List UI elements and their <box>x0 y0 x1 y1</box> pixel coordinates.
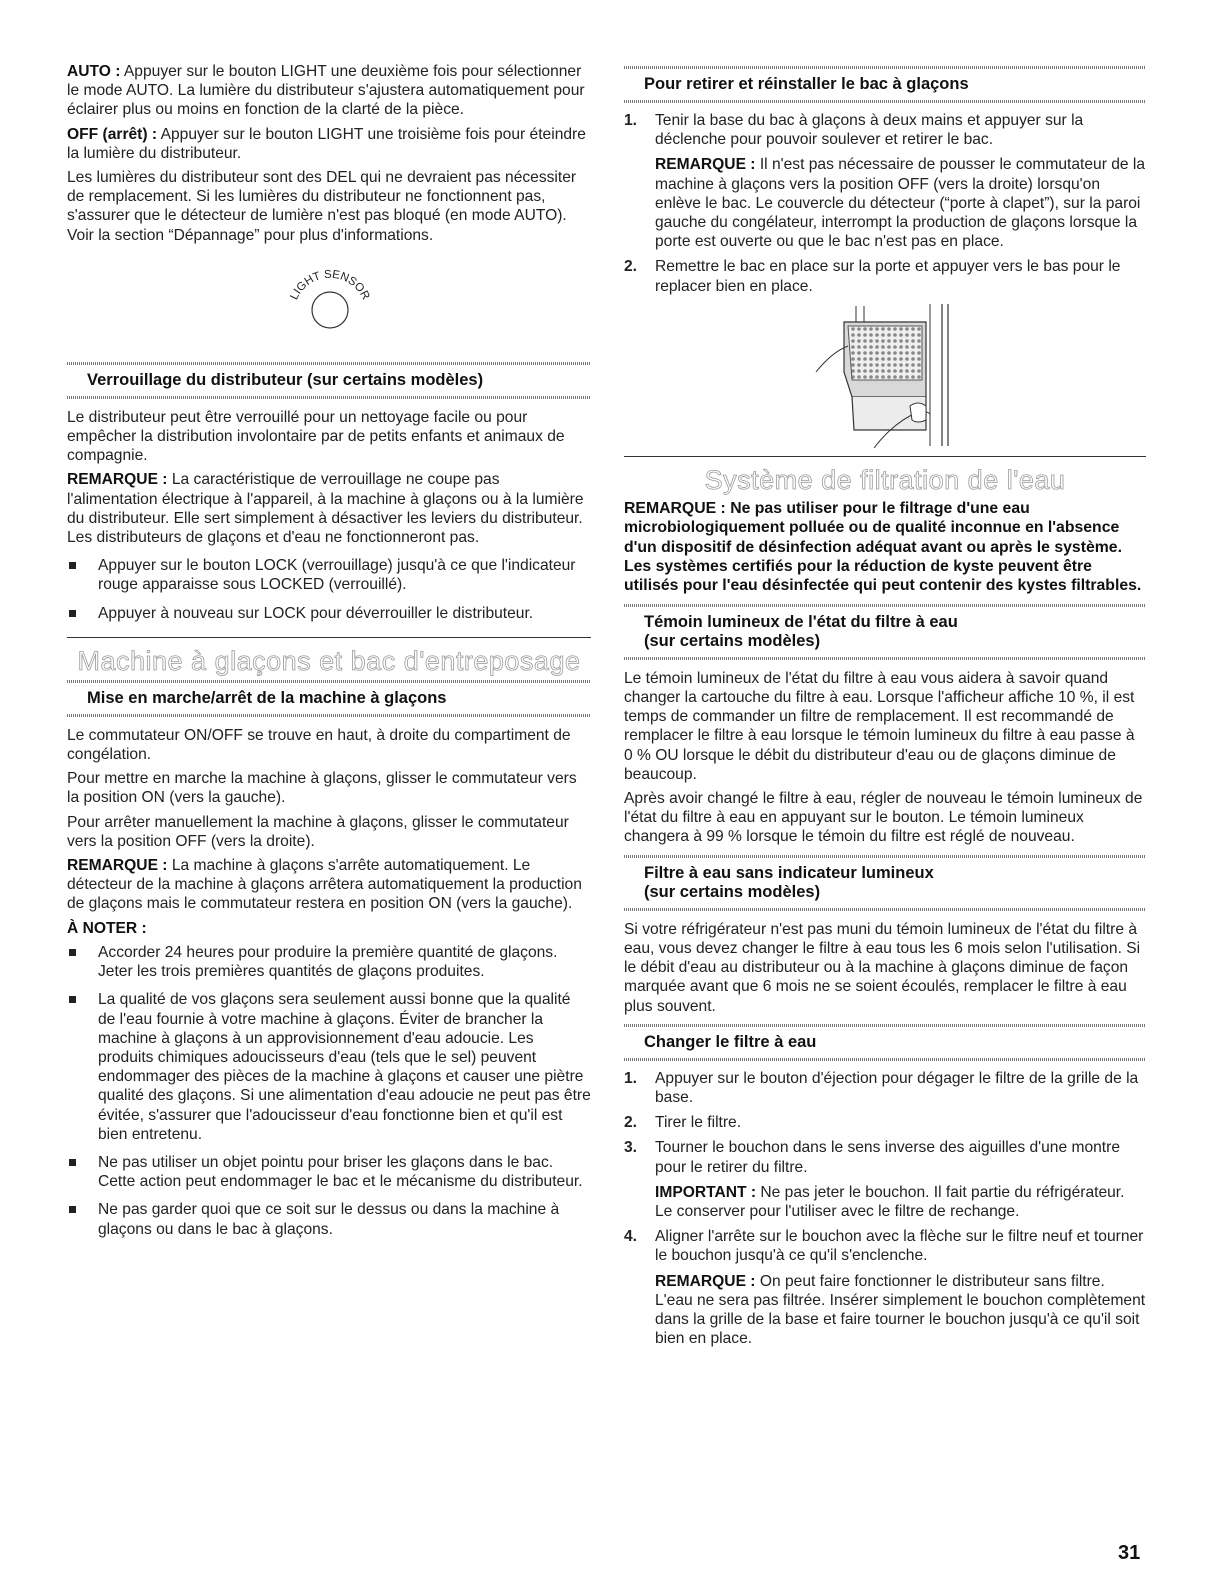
list-item: La qualité de vos glaçons sera seulement aussi bonne que la qualité de l'eau fournie à votre machine à glaçons. Éviter de brancher la machine à glaçons à un approvisionnement d'eau adoucie. Les produits chimiques adoucisseurs d'eau (tels que le sel) peuvent endommager des pièces de la machine à glaçons et causer une piètre qualité des glaçons. Si une alimentation d'eau adoucie ne peut pas être évitée, s'assurer que l'adoucisseur d'eau fonctionne bien et qu'il est bien entretenu. <box>67 990 591 1144</box>
a-noter-label: À NOTER : <box>67 919 147 937</box>
list-item: Ne pas garder quoi que ce soit sur le dessus ou dans la machine à glaçons ou dans le bac à glaçons. <box>67 1200 591 1238</box>
ice-note: REMARQUE : La machine à glaçons s'arrête automatiquement. Le détecteur de la machine à glaçons arrêtera automatiquement la production de glaçons mais le commutateur restera en position ON (vers la gauche). <box>67 857 582 913</box>
no-indicator-heading: Filtre à eau sans indicateur lumineux (sur certains modèles) <box>644 863 934 901</box>
led-paragraph: Les lumières du distributeur sont des DEL qui ne devraient pas nécessiter de remplacement. Si les lumières du distributeur ne fonctionnent pas, s'assurer que le détecteur de lumière n'est pas bloqué (en mode AUTO). Voir la section “Dépannage” pour plus d'informations. <box>67 169 577 244</box>
lock-intro: Le distributeur peut être verrouillé pour un nettoyage facile ou pour empêcher la distribution involontaire par de petits enfants et animaux de compagnie. <box>67 408 565 465</box>
ice-bin-illustration <box>624 302 1146 448</box>
bin-step1-note: REMARQUE : Il n'est pas nécessaire de pousser le commutateur de la machine à glaçons vers la position OFF (vers la droite) lorsqu'on enlève le bac. Le couvercle du détecteur (“porte à clapet”), sur la paroi gauche du congélateur, interrompt la production de glaçons lorsque la porte est ouverte ou que le bac n'est pas en place. <box>655 156 1146 251</box>
important-note: IMPORTANT : Ne pas jeter le bouchon. Il fait partie du réfrigérateur. Le conserver pour l'utiliser avec le filtre de rechange. <box>655 1183 1125 1220</box>
list-item: 2. Tirer le filtre. <box>624 1114 742 1132</box>
bin-steps <box>624 111 1146 296</box>
divider <box>624 657 1146 660</box>
list-item: Appuyer sur le bouton LOCK (verrouillage) jusqu'à ce que l'indicateur rouge apparaisse sous LOCKED (verrouillé). <box>67 556 591 594</box>
list-item: 1. Appuyer sur le bouton d'éjection pour dégager le filtre de la grille de la base. <box>624 1069 1139 1106</box>
status-heading: Témoin lumineux de l'état du filtre à eau (sur certains modèles) <box>644 612 958 650</box>
ice-p1: Le commutateur ON/OFF se trouve en haut, à droite du compartiment de congélation. <box>67 726 571 764</box>
ice-bin-image <box>814 302 964 448</box>
page-number: 31 <box>1118 1542 1141 1564</box>
no-indicator-p: Si votre réfrigérateur n'est pas muni du témoin lumineux de l'état du filtre à eau, vous devez changer le filtre à eau tous les 6 mois selon l'utilisation. Si le débit d'eau au distributeur ou à la machine à glaçons diminue de façon marquée avant que 6 mois ne se soient écoulés, remplacer le filtre à eau plus souvent. <box>624 920 1141 1015</box>
off-paragraph: OFF (arrêt) : Appuyer sur le bouton LIGHT une troisième fois pour éteindre la lumière du distributeur. <box>67 125 586 162</box>
ice-p3: Pour arrêter manuellement la machine à glaçons, glisser le commutateur vers la position OFF (vers la droite). <box>67 813 569 850</box>
filter-warning: REMARQUE : Ne pas utiliser pour le filtrage d'une eau microbiologiquement polluée ou de qualité inconnue en l'absence d'un dispositif de désinfection adéquat avant ou après le système. Les systèmes certifiés pour la réduction de kyste peuvent être utilisés pour l'eau désinfectée qui peut contenir des kystes filtrables. <box>624 499 1142 595</box>
divider <box>624 1058 1146 1061</box>
divider <box>67 396 591 399</box>
list-item: Ne pas utiliser un objet pointu pour briser les glaçons dans le bac. Cette action peut endommager le bac et le mécanisme du distributeur. <box>67 1153 591 1191</box>
status-p1: Le témoin lumineux de l'état du filtre à eau vous aidera à savoir quand changer la cartouche du filtre à eau. Lorsque l'afficheur affiche 10 %, il est temps de commander un filtre de remplacement. Il est recommandé de remplacer le filtre à eau lorsque le témoin lumineux du filtre à eau passe à 0 % OU lorsque le débit du distributeur d'eau ou de glaçons diminue de beaucoup. <box>624 669 1135 783</box>
divider <box>624 100 1146 103</box>
list-item: 2. Remettre le bac en place sur la porte et appuyer vers le bas pour le replacer bien en place. <box>624 258 1121 295</box>
light-sensor-figure <box>67 250 591 352</box>
divider <box>67 714 591 717</box>
list-item: 3. Tourner le bouchon dans le sens inverse des aiguilles d'une montre pour le retirer du filtre. IMPORTANT : Ne pas jeter le bouchon. Il fait partie du réfrigérateur. Le conserver pour l'utiliser avec le filtre de rechange. <box>624 1138 1146 1221</box>
ice-bullet-list <box>67 943 591 1239</box>
left-column <box>67 62 591 1248</box>
svg-text:LIGHT SENSOR: LIGHT SENSOR <box>288 268 372 302</box>
ice-p2: Pour mettre en marche la machine à glaçons, glisser le commutateur vers la position ON (vers la gauche). <box>67 770 577 807</box>
status-p2: Après avoir changé le filtre à eau, régler de nouveau le témoin lumineux de l'état du filtre à eau en appuyant sur le bouton. Le témoin lumineux changera à 99 % lorsque le témoin du filtre est réglé de nouveau. <box>624 790 1143 846</box>
filter-section-title: Système de filtration de l'eau <box>704 464 1066 495</box>
list-item: Appuyer à nouveau sur LOCK pour déverrouiller le distributeur. <box>67 604 591 623</box>
list-item: 1. Tenir la base du bac à glaçons à deux mains et appuyer sur la déclenche pour pouvoir soulever et retirer le bac. REMARQUE : Il n'est pas nécessaire de pousser le commutateur de la machine à glaçons vers la position OFF (vers la droite) lorsqu'on enlève le bac. Le couvercle du détecteur (“porte à clapet”), sur la paroi gauche du congélateur, interrompt la production de glaçons lorsque la porte est ouverte ou que le bac n'est pas en place. <box>624 112 1146 251</box>
lock-note: REMARQUE : La caractéristique de verrouillage ne coupe pas l'alimentation électrique à l'appareil, à la machine à glaçons ou à la lumière du distributeur. Elle sert simplement à désactiver les leviers du distributeur. Les distributeurs de glaçons et d'eau ne fonctionneront pas. <box>67 471 584 547</box>
step4-note: REMARQUE : On peut faire fonctionner le distributeur sans filtre. L'eau ne sera pas filtrée. Insérer simplement le bouchon complètement dans la grille de la base et faire tourner le bouchon jusqu'à ce qu'il soit bien en place. <box>655 1272 1146 1348</box>
light-sensor-icon <box>284 250 374 345</box>
lock-heading: Verrouillage du distributeur (sur certains modèles) <box>87 370 484 389</box>
bin-heading: Pour retirer et réinstaller le bac à glaçons <box>644 75 969 93</box>
change-filter-steps <box>624 1069 1146 1349</box>
section-rule <box>624 456 1146 457</box>
section-rule <box>67 637 591 638</box>
change-filter-heading: Changer le filtre à eau <box>644 1032 817 1051</box>
ice-onoff-heading: Mise en marche/arrêt de la machine à glaçons <box>87 688 447 707</box>
right-column <box>624 66 1146 1354</box>
list-item: Accorder 24 heures pour produire la première quantité de glaçons. Jeter les trois premières quantités de glaçons produites. <box>67 943 591 981</box>
lock-bullet-list <box>67 556 591 623</box>
divider <box>624 908 1146 911</box>
ice-section-title: Machine à glaçons et bac d'entreposage <box>77 645 581 676</box>
auto-paragraph: AUTO : Appuyer sur le bouton LIGHT une deuxième fois pour sélectionner le mode AUTO. La lumière du distributeur s'ajustera automatiquement pour éclairer plus ou moins en fonction de la clarté de la pièce. <box>67 63 585 119</box>
list-item: 4. Aligner l'arrête sur le bouchon avec la flèche sur le filtre neuf et tourner le bouchon jusqu'à ce qu'il s'enclenche. REMARQUE : On peut faire fonctionner le distributeur sans filtre. L'eau ne sera pas filtrée. Insérer simplement le bouchon complètement dans la grille de la base et faire tourner le bouchon jusqu'à ce qu'il soit bien en place. <box>624 1228 1146 1348</box>
